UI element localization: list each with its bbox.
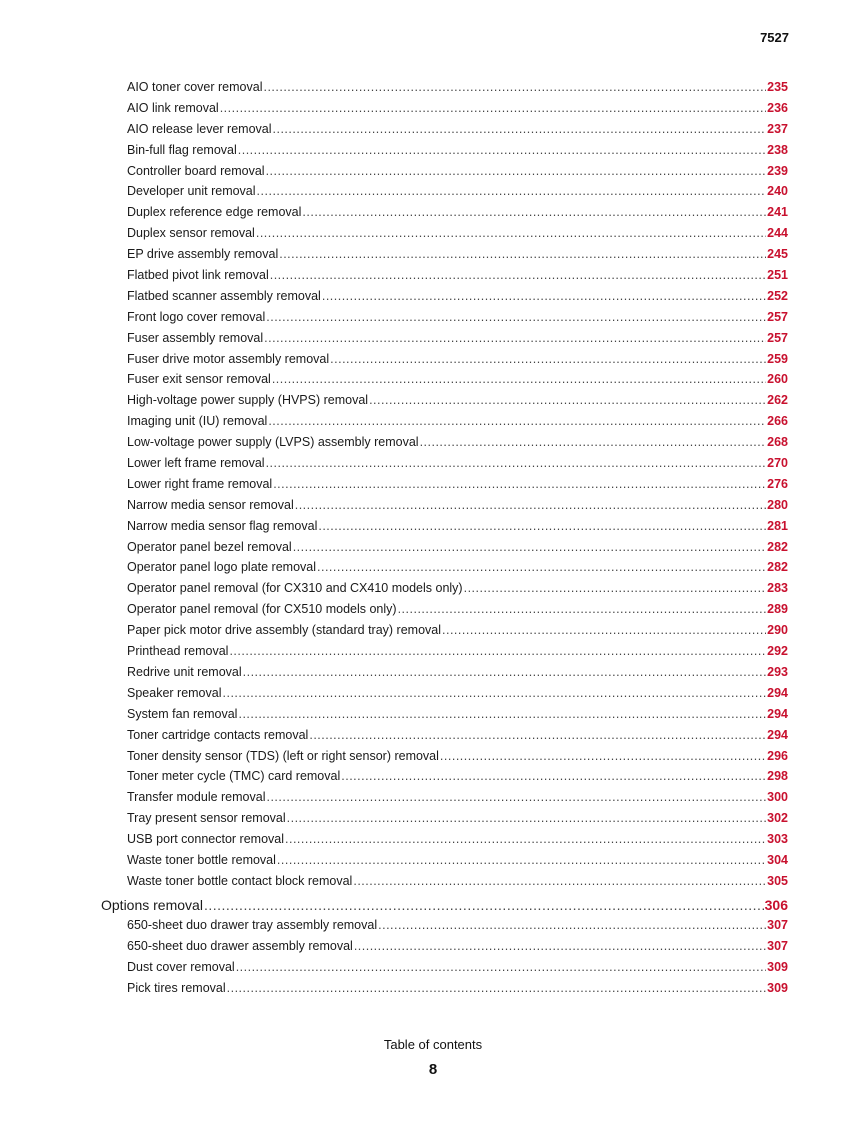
toc-page-link[interactable]: 244 [767, 226, 788, 241]
toc-dot-leader [272, 369, 766, 390]
toc-dot-leader [353, 871, 766, 892]
toc-entry-title[interactable]: Front logo cover removal [127, 309, 266, 324]
toc-page-link[interactable]: 282 [767, 560, 788, 575]
toc-entry[interactable] [0, 98, 866, 119]
toc-entry[interactable] [0, 369, 866, 390]
toc-dot-leader [270, 265, 766, 286]
toc-entry-title[interactable]: Imaging unit (IU) removal [127, 414, 268, 429]
toc-dot-leader [295, 495, 766, 516]
toc-page-link[interactable]: 251 [767, 268, 788, 283]
toc-page-link[interactable]: 294 [767, 706, 788, 721]
toc-entry-title[interactable]: Options removal [101, 896, 203, 913]
toc-entry[interactable] [0, 620, 866, 641]
toc-entry[interactable] [0, 978, 866, 999]
toc-page-link[interactable]: 245 [767, 247, 788, 262]
toc-page-link[interactable]: 237 [767, 121, 788, 136]
toc-page-link[interactable]: 294 [767, 685, 788, 700]
toc-page-link[interactable]: 239 [767, 163, 788, 178]
toc-entry-title[interactable]: Tray present sensor removal [127, 811, 286, 826]
toc-entry-title[interactable]: USB port connector removal [127, 832, 285, 847]
toc-dot-leader [257, 181, 767, 202]
toc-entry-title[interactable]: Operator panel bezel removal [127, 539, 292, 554]
toc-entry[interactable] [0, 244, 866, 265]
toc-entry-title[interactable]: Controller board removal [127, 163, 265, 178]
toc-page-link[interactable]: 300 [767, 790, 788, 805]
toc-entry[interactable] [0, 683, 866, 704]
toc-entry[interactable] [0, 578, 866, 599]
toc-entry[interactable] [0, 537, 866, 558]
toc-page-link[interactable]: 281 [767, 518, 788, 533]
toc-entry-title[interactable]: Duplex reference edge removal [127, 205, 302, 220]
toc-page-link[interactable]: 302 [767, 811, 788, 826]
toc-entry-title[interactable]: Low-voltage power supply (LVPS) assembly removal [127, 435, 419, 450]
toc-page-link[interactable]: 240 [767, 184, 788, 199]
toc-entry-title[interactable]: Developer unit removal [127, 184, 256, 199]
toc-entry-title[interactable]: Waste toner bottle contact block removal [127, 873, 353, 888]
toc-dot-leader [238, 140, 766, 161]
toc-dot-leader [309, 725, 766, 746]
toc-entry-title[interactable]: Narrow media sensor removal [127, 497, 294, 512]
toc-entry[interactable] [0, 641, 866, 662]
toc-entry[interactable] [0, 915, 866, 936]
toc-entry-title[interactable]: Toner cartridge contacts removal [127, 727, 309, 742]
toc-entry-title[interactable]: AIO toner cover removal [127, 80, 263, 94]
toc-entry[interactable] [0, 957, 866, 978]
toc-entry[interactable] [0, 892, 866, 916]
toc-entry-title[interactable]: Narrow media sensor flag removal [127, 518, 318, 533]
toc-entry[interactable] [0, 411, 866, 432]
toc-entry-title[interactable]: Dust cover removal [127, 960, 235, 975]
toc-entry[interactable] [0, 202, 866, 223]
toc-entry-title[interactable]: Flatbed pivot link removal [127, 268, 269, 283]
toc-entry[interactable] [0, 223, 866, 244]
toc-page-link[interactable]: 304 [767, 852, 788, 867]
toc-page-link[interactable]: 289 [767, 602, 788, 617]
toc-entry-title[interactable]: Printhead removal [127, 644, 229, 659]
toc-page-link[interactable]: 260 [767, 372, 788, 387]
footer-label: Table of contents [383, 1037, 483, 1052]
toc-entry[interactable] [0, 746, 866, 767]
toc-entry[interactable] [0, 161, 866, 182]
toc-entry-title[interactable]: Lower left frame removal [127, 456, 265, 471]
toc-dot-leader [227, 978, 767, 999]
toc-page-link[interactable]: 236 [767, 100, 788, 115]
toc-entry-title[interactable]: Waste toner bottle removal [127, 852, 276, 867]
toc-entry-title[interactable]: Flatbed scanner assembly removal [127, 288, 321, 303]
toc-entry-title[interactable]: 650-sheet duo drawer tray assembly removal [127, 918, 378, 933]
toc-entry-title[interactable]: Toner meter cycle (TMC) card removal [127, 769, 341, 784]
toc-page-link[interactable]: 309 [767, 980, 788, 995]
toc-entry[interactable] [0, 516, 866, 537]
toc-entry-title[interactable]: Redrive unit removal [127, 664, 242, 679]
toc-entry[interactable] [0, 787, 866, 808]
toc-entry[interactable] [0, 390, 866, 411]
toc-dot-leader [229, 641, 766, 662]
toc-page-link[interactable]: 283 [767, 581, 788, 596]
toc-page-link[interactable]: 303 [767, 832, 788, 847]
toc-dot-leader [220, 98, 766, 119]
toc-entry-title[interactable]: System fan removal [127, 706, 238, 721]
toc-dot-leader [277, 850, 766, 871]
toc-dot-leader [266, 161, 767, 182]
toc-entry-title[interactable]: Operator panel logo plate removal [127, 560, 317, 575]
toc-entry[interactable] [0, 829, 866, 850]
toc-page-link[interactable]: 293 [767, 664, 788, 679]
toc-page-link[interactable]: 257 [767, 309, 788, 324]
toc-entry[interactable] [0, 599, 866, 620]
toc-entry-title[interactable]: Fuser exit sensor removal [127, 372, 271, 387]
toc-page-link[interactable]: 309 [767, 960, 788, 975]
toc-dot-leader [464, 578, 767, 599]
toc-dot-leader [287, 808, 767, 829]
toc-entry-title[interactable]: High-voltage power supply (HVPS) removal [127, 393, 369, 408]
toc-entry-title[interactable]: Lower right frame removal [127, 476, 273, 491]
toc-page-link[interactable]: 252 [767, 288, 788, 303]
toc-page-link[interactable]: 238 [767, 142, 788, 157]
toc-entry[interactable] [0, 808, 866, 829]
toc-page-link[interactable]: 296 [767, 748, 788, 763]
toc-page-link[interactable]: 259 [767, 351, 788, 366]
toc-dot-leader [268, 411, 766, 432]
toc-page-link[interactable]: 306 [764, 896, 788, 913]
toc-page-link[interactable]: 298 [767, 769, 788, 784]
toc-dot-leader [285, 829, 766, 850]
toc-entry[interactable] [0, 725, 866, 746]
toc-entry[interactable] [0, 307, 866, 328]
toc-dot-leader [204, 892, 764, 918]
toc-dot-leader [322, 286, 766, 307]
toc-page-link[interactable]: 266 [767, 414, 788, 429]
toc-entry[interactable] [0, 704, 866, 725]
toc-dot-leader [243, 662, 767, 683]
toc-dot-leader [318, 516, 766, 537]
toc-entry-title[interactable]: Speaker removal [127, 685, 222, 700]
toc-page-link[interactable]: 268 [767, 435, 788, 450]
toc-page-link[interactable]: 276 [767, 476, 788, 491]
toc-entry[interactable] [0, 766, 866, 787]
toc-page-link[interactable]: 280 [767, 497, 788, 512]
toc-entry[interactable] [0, 119, 866, 140]
toc-entry-title[interactable]: Duplex sensor removal [127, 226, 255, 241]
toc-page-link[interactable]: 241 [767, 205, 788, 220]
toc-entry[interactable] [0, 557, 866, 578]
toc-entry-title[interactable]: Fuser assembly removal [127, 330, 264, 345]
toc-dot-leader [378, 915, 766, 936]
footer-page-number: 8 [428, 1061, 438, 1078]
toc-dot-leader [223, 683, 767, 704]
toc-page-link[interactable]: 270 [767, 456, 788, 471]
toc-dot-leader [273, 474, 766, 495]
toc-entry-title[interactable]: Toner density sensor (TDS) (left or right sensor) removal [127, 748, 439, 763]
toc-dot-leader [317, 557, 766, 578]
toc-entry[interactable] [0, 328, 866, 349]
toc-entry-title[interactable]: AIO release lever removal [127, 121, 272, 136]
toc-entry[interactable] [0, 474, 866, 495]
toc-entry[interactable] [0, 181, 866, 202]
toc-page-link[interactable]: 262 [767, 393, 788, 408]
toc-dot-leader [398, 599, 767, 620]
toc-dot-leader [354, 936, 766, 957]
toc-entry[interactable] [0, 265, 866, 286]
toc-dot-leader [266, 307, 766, 328]
toc-dot-leader [440, 746, 766, 767]
toc-entry[interactable] [0, 495, 866, 516]
toc-entry-title[interactable]: Operator panel removal (for CX510 models only) [127, 602, 397, 617]
toc-dot-leader [236, 957, 766, 978]
toc-entry[interactable] [0, 432, 866, 453]
toc-entry[interactable] [0, 850, 866, 871]
toc-entry[interactable] [0, 77, 866, 98]
toc-page-link[interactable]: 292 [767, 644, 788, 659]
toc-page-link[interactable]: 305 [767, 873, 788, 888]
toc-entry[interactable] [0, 453, 866, 474]
toc-page-link[interactable]: 282 [767, 539, 788, 554]
toc-entry-title[interactable]: 650-sheet duo drawer assembly removal [127, 939, 353, 954]
toc-dot-leader [369, 390, 766, 411]
toc-entry[interactable] [0, 936, 866, 957]
toc-dot-leader [273, 119, 767, 140]
toc-entry-title[interactable]: Paper pick motor drive assembly (standard tray) removal [127, 623, 442, 638]
toc-entry-title[interactable]: Bin-full flag removal [127, 142, 237, 157]
toc-entry[interactable] [0, 140, 866, 161]
document-model-number: 7527 [760, 30, 789, 45]
toc-page-link[interactable]: 294 [767, 727, 788, 742]
toc-dot-leader [266, 453, 767, 474]
toc-dot-leader [263, 77, 766, 98]
toc-entry[interactable] [0, 286, 866, 307]
toc-page-link[interactable]: 307 [767, 918, 788, 933]
toc-page-link[interactable]: 257 [767, 330, 788, 345]
toc-page-link[interactable]: 235 [767, 80, 788, 94]
toc-dot-leader [238, 704, 766, 725]
toc-entry-title[interactable]: EP drive assembly removal [127, 247, 279, 262]
toc-dot-leader [420, 432, 767, 453]
toc-dot-leader [266, 787, 766, 808]
toc-dot-leader [302, 202, 766, 223]
toc-dot-leader [264, 328, 766, 349]
toc-page-link[interactable]: 290 [767, 623, 788, 638]
toc-entry[interactable] [0, 871, 866, 892]
toc-dot-leader [256, 223, 766, 244]
toc-entry-title[interactable]: Operator panel removal (for CX310 and CX410 models only) [127, 581, 463, 596]
toc-entry[interactable] [0, 662, 866, 683]
toc-dot-leader [330, 349, 766, 370]
toc-page-link[interactable]: 307 [767, 939, 788, 954]
table-of-contents [0, 77, 866, 999]
toc-dot-leader [341, 766, 766, 787]
toc-entry-title[interactable]: Transfer module removal [127, 790, 266, 805]
toc-entry-title[interactable]: AIO link removal [127, 100, 219, 115]
toc-dot-leader [442, 620, 766, 641]
toc-entry[interactable] [0, 349, 866, 370]
toc-dot-leader [279, 244, 766, 265]
toc-entry-title[interactable]: Fuser drive motor assembly removal [127, 351, 330, 366]
toc-dot-leader [293, 537, 766, 558]
toc-entry-title[interactable]: Pick tires removal [127, 980, 226, 995]
